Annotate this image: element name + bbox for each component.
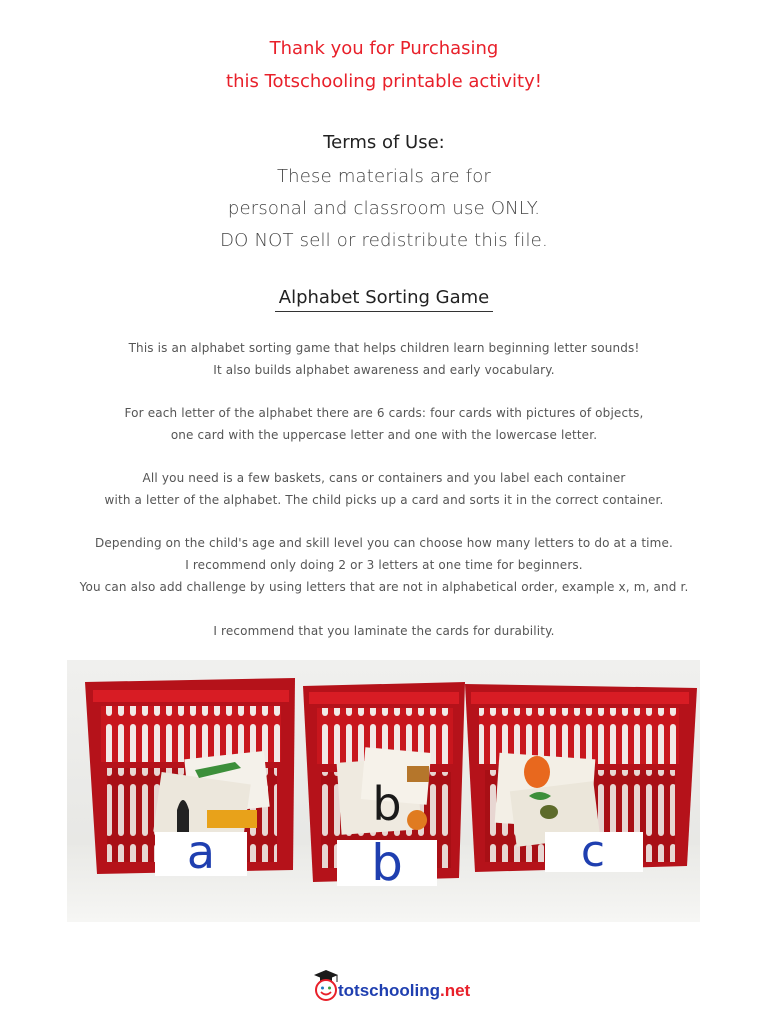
terms-heading: Terms of Use: [323, 132, 445, 153]
paragraph-line: I recommend only doing 2 or 3 letters at one time for beginners. [185, 558, 583, 572]
terms-line: personal and classroom use ONLY. [227, 198, 541, 219]
game-title-wrap [0, 287, 768, 312]
description-paragraph-2 [0, 402, 768, 446]
paragraph-line: with a letter of the alphabet. The child picks up a card and sorts it in the correct container. [104, 493, 664, 507]
logo-text-main: totschooling [338, 981, 440, 1000]
description-paragraph-3 [0, 467, 768, 511]
paragraph-line: Depending on the child's age and skill level you can choose how many letters to do at a time. [94, 536, 674, 550]
paragraph-line: You can also add challenge by using letters that are not in alphabetical order, example x, m, and r. [79, 580, 689, 594]
logo-text-suffix: .net [439, 981, 471, 1000]
baskets-photo [67, 660, 700, 922]
thank-you-line-1: Thank you for Purchasing [269, 38, 499, 59]
description-paragraph-4 [0, 532, 768, 598]
basket-b [303, 682, 465, 892]
description-paragraph-1 [0, 337, 768, 381]
svg-text:b: b [372, 777, 402, 831]
paragraph-line: This is an alphabet sorting game that helps children learn beginning letter sounds! [128, 341, 640, 355]
game-title: Alphabet Sorting Game [275, 287, 494, 312]
thank-you-line-2: this Totschooling printable activity! [226, 71, 542, 92]
terms-line: These materials are for [276, 166, 492, 187]
paragraph-line: It also builds alphabet awareness and early vocabulary. [213, 363, 555, 377]
paragraph-line: For each letter of the alphabet there are 6 cards: four cards with pictures of objects, [124, 406, 644, 420]
terms-line: DO NOT sell or redistribute this file. [220, 230, 548, 251]
totschooling-logo [310, 966, 471, 1006]
paragraph-line: All you need is a few baskets, cans or containers and you label each container [142, 471, 626, 485]
basket-label-a: a [186, 825, 216, 879]
basket-label-b: b [371, 834, 403, 892]
paragraph-line: one card with the uppercase letter and one with the lowercase letter. [170, 428, 598, 442]
thank-you-message [0, 32, 768, 98]
description-paragraph-5 [0, 620, 768, 642]
basket-c [465, 684, 697, 877]
terms-body [0, 161, 768, 257]
smiley-face-icon [316, 980, 336, 1000]
paragraph-line: I recommend that you laminate the cards for durability. [213, 624, 555, 638]
basket-a [85, 678, 295, 879]
svg-text:totschooling.net [338, 981, 471, 1000]
basket-label-c: c [580, 826, 606, 877]
